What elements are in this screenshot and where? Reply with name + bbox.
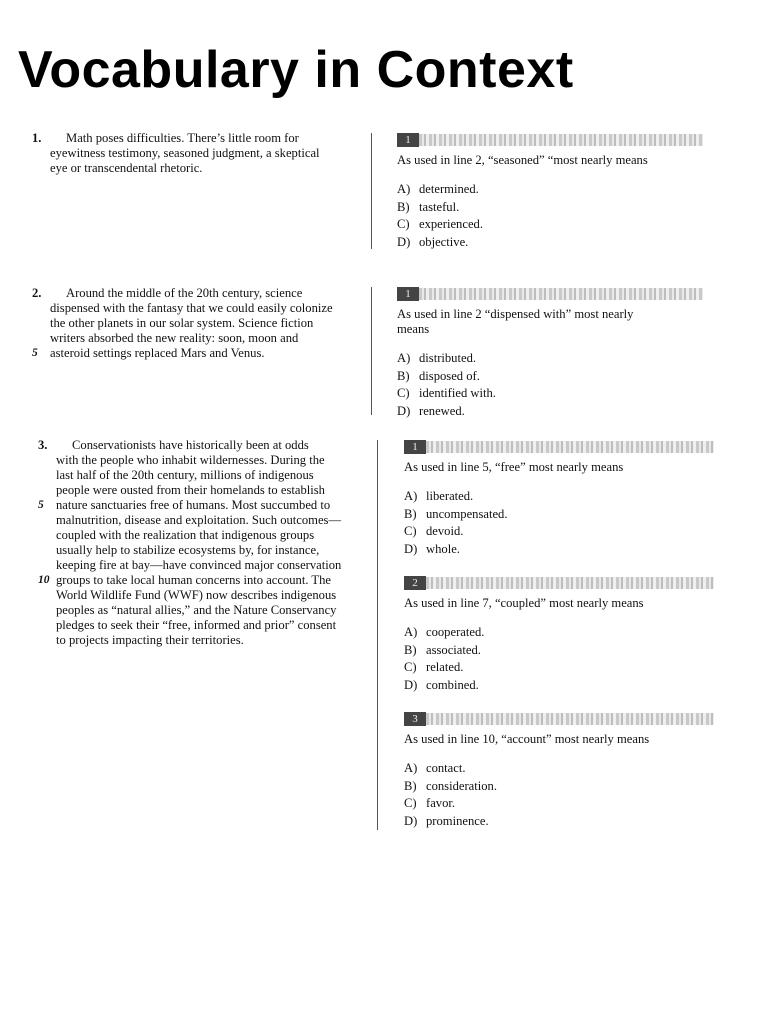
line-number: 5 — [38, 499, 44, 511]
answer-choice — [404, 659, 714, 677]
choice-text: renewed. — [419, 403, 465, 418]
page-title: Vocabulary in Context — [18, 41, 574, 99]
passage-text: Around the middle of the 20th century, science — [66, 286, 303, 300]
passage-number: 3. — [38, 438, 48, 452]
question — [404, 712, 714, 830]
passage-text: eyewitness testimony, seasoned judgment, a skeptical — [50, 146, 320, 160]
passage-line — [32, 301, 333, 316]
question-header — [397, 133, 703, 147]
answer-choices — [404, 624, 714, 694]
passage-line — [38, 453, 341, 468]
passage-line — [38, 603, 341, 618]
answer-choice — [404, 506, 714, 524]
choice-letter: A) — [397, 182, 411, 196]
passage-line — [38, 483, 341, 498]
choice-text: objective. — [419, 234, 469, 249]
question — [404, 576, 714, 694]
answer-choice — [404, 760, 714, 778]
answer-choice — [404, 541, 714, 559]
choice-letter: C) — [397, 386, 410, 400]
question-stem-line: As used in line 2 “dispensed with” most nearly — [397, 307, 634, 321]
passage — [32, 131, 320, 176]
answer-choice — [397, 181, 703, 199]
choice-text: disposed of. — [419, 368, 480, 383]
choice-text: contact. — [426, 761, 466, 775]
passage-line — [32, 316, 333, 331]
answer-choice — [404, 677, 714, 695]
question-header — [404, 712, 714, 726]
question-number-badge: 1 — [404, 440, 426, 454]
question-header — [397, 287, 703, 301]
choice-letter: B) — [397, 199, 410, 214]
passage-text: to projects impacting their territories. — [56, 633, 244, 647]
passage-text: keeping fire at bay—have convinced major conservation — [56, 558, 342, 572]
question-stem-line: As used in line 5, “free” most nearly means — [404, 460, 624, 474]
question-stem-line: As used in line 10, “account” most nearly means — [404, 732, 650, 746]
choice-text: associated. — [426, 642, 481, 657]
choice-text: devoid. — [426, 524, 464, 538]
answer-choice — [397, 368, 703, 386]
passage-text: the other planets in our solar system. Science fiction — [50, 316, 314, 330]
passage-text: peoples as “natural allies,” and the Nature Conservancy — [56, 603, 337, 617]
passage-line — [32, 346, 333, 361]
passage-text: groups to take local human concerns into account. The — [56, 573, 331, 587]
passage-line — [32, 131, 320, 146]
passage-line — [38, 513, 341, 528]
question-header-bar — [419, 134, 703, 146]
choice-text: combined. — [426, 677, 479, 692]
question-header-bar — [426, 577, 714, 589]
passage — [32, 286, 333, 361]
passage-text: writers absorbed the new reality: soon, moon and — [50, 331, 299, 345]
passage-line — [32, 161, 320, 176]
choice-letter: D) — [404, 541, 418, 556]
answer-choice — [404, 624, 714, 642]
question-number-badge: 1 — [397, 287, 419, 301]
question-header — [404, 576, 714, 590]
passage-number: 2. — [32, 286, 42, 300]
passage-text: Math poses difficulties. There’s little room for — [66, 131, 299, 145]
choice-text: whole. — [426, 541, 460, 556]
choice-text: identified with. — [419, 386, 496, 400]
passage-line — [38, 543, 341, 558]
passage-text: eye or transcendental rhetoric. — [50, 161, 203, 175]
question — [397, 133, 703, 251]
answer-choices — [404, 488, 714, 558]
column-divider — [377, 440, 378, 830]
question-number-badge: 2 — [404, 576, 426, 590]
choice-letter: D) — [404, 677, 418, 692]
question-stem — [397, 307, 703, 337]
answer-choice — [397, 234, 703, 252]
answer-choice — [404, 488, 714, 506]
question-number-badge: 1 — [397, 133, 419, 147]
choice-letter: C) — [404, 796, 417, 810]
passage-text: Conservationists have historically been at odds — [72, 438, 309, 452]
passage-line — [38, 558, 341, 573]
question — [397, 287, 703, 420]
choice-letter: C) — [404, 524, 417, 538]
answer-choice — [397, 385, 703, 403]
passage-text: usually help to stabilize ecosystems by, for instance, — [56, 543, 320, 557]
choice-letter: D) — [397, 234, 411, 249]
answer-choice — [404, 523, 714, 541]
choice-text: consideration. — [426, 778, 497, 793]
choice-letter: D) — [397, 403, 411, 418]
passage-line — [38, 633, 341, 648]
question-stem — [404, 732, 714, 747]
passage-text: asteroid settings replaced Mars and Venus. — [50, 346, 265, 360]
choice-text: related. — [426, 660, 464, 674]
passage — [38, 438, 341, 648]
choice-letter: D) — [404, 813, 418, 828]
question-stem-line: As used in line 7, “coupled” most nearly means — [404, 596, 644, 610]
choice-letter: B) — [404, 506, 417, 521]
question-stem-line: As used in line 2, “seasoned” “most nearly means — [397, 153, 648, 167]
passage-text: nature sanctuaries free of humans. Most succumbed to — [56, 498, 331, 512]
passage-line — [32, 146, 320, 161]
choice-letter: B) — [404, 642, 417, 657]
passage-line — [38, 618, 341, 633]
choice-letter: C) — [397, 217, 410, 231]
passage-line — [38, 498, 341, 513]
question-header-bar — [426, 713, 714, 725]
choice-text: distributed. — [419, 351, 477, 365]
choice-letter: A) — [404, 489, 418, 503]
choice-letter: B) — [397, 368, 410, 383]
choice-letter: A) — [397, 351, 411, 365]
choice-text: determined. — [419, 182, 479, 196]
question — [404, 440, 714, 558]
answer-choice — [397, 350, 703, 368]
choice-text: uncompensated. — [426, 506, 508, 521]
answer-choice — [397, 199, 703, 217]
question-stem — [404, 460, 714, 475]
question-header — [404, 440, 714, 454]
answer-choice — [404, 795, 714, 813]
passage-line — [32, 331, 333, 346]
answer-choice — [397, 403, 703, 421]
passage-number: 1. — [32, 131, 42, 145]
question-stem — [404, 596, 714, 611]
column-divider — [371, 133, 372, 249]
passage-line — [38, 528, 341, 543]
column-divider — [371, 287, 372, 415]
choice-letter: B) — [404, 778, 417, 793]
answer-choice — [404, 642, 714, 660]
answer-choices — [404, 760, 714, 830]
choice-text: cooperated. — [426, 625, 485, 639]
line-number: 10 — [38, 574, 50, 586]
choice-text: favor. — [426, 796, 456, 810]
answer-choice — [397, 216, 703, 234]
answer-choice — [404, 813, 714, 831]
passage-text: World Wildlife Fund (WWF) now describes indigenous — [56, 588, 337, 602]
choice-text: prominence. — [426, 813, 489, 828]
question-stem-line: means — [397, 322, 430, 336]
answer-choices — [397, 181, 703, 251]
passage-text: dispensed with the fantasy that we could easily colonize — [50, 301, 333, 315]
passage-text: people were ousted from their homelands to establish — [56, 483, 325, 497]
choice-letter: C) — [404, 660, 417, 674]
choice-letter: A) — [404, 761, 418, 775]
choice-text: experienced. — [419, 217, 483, 231]
passage-text: coupled with the realization that indigenous groups — [56, 528, 315, 542]
passage-text: malnutrition, disease and exploitation. Such outcomes— — [56, 513, 342, 527]
line-number: 5 — [32, 347, 38, 359]
passage-line — [38, 573, 341, 588]
passage-line — [38, 438, 341, 453]
answer-choice — [404, 778, 714, 796]
choice-text: tasteful. — [419, 199, 460, 214]
question-header-bar — [419, 288, 703, 300]
passage-line — [38, 588, 341, 603]
choice-letter: A) — [404, 625, 418, 639]
question-number-badge: 3 — [404, 712, 426, 726]
passage-line — [38, 468, 341, 483]
question-stem — [397, 153, 703, 168]
question-header-bar — [426, 441, 714, 453]
passage-text: pledges to seek their “free, informed and prior” consent — [56, 618, 337, 632]
answer-choices — [397, 350, 703, 420]
passage-text: with the people who inhabit wildernesses. During the — [56, 453, 325, 467]
passage-text: last half of the 20th century, millions of indigenous — [56, 468, 314, 482]
choice-text: liberated. — [426, 489, 474, 503]
passage-line — [32, 286, 333, 301]
